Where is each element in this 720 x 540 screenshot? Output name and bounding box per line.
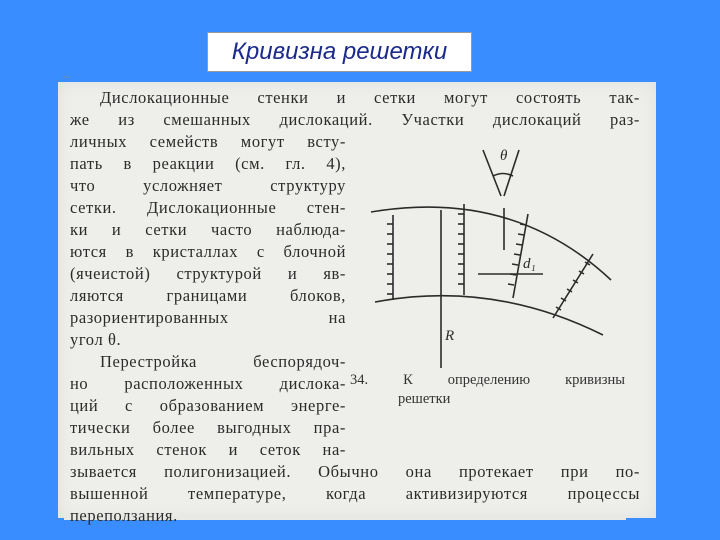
text-line: разориентированных на (70, 308, 346, 327)
text-line: Дислокационные стенки и сетки могут состоять так- (100, 88, 640, 107)
text-line: вильных стенок и сеток на- (70, 440, 346, 459)
text-line: что усложняет структуру (70, 176, 346, 195)
text-line: угол θ. (70, 330, 122, 349)
text-line: сетки. Дислокационные стен- (70, 198, 346, 217)
dislocation-wall-1 (387, 215, 393, 300)
text-line: зывается полигонизацией. Обычно она протекает при по- (70, 462, 640, 481)
angle-line-left (483, 150, 501, 196)
scanned-page (58, 70, 656, 525)
dislocation-wall-2 (458, 204, 464, 295)
lattice-curvature-diagram (353, 140, 623, 370)
text-line: личных семейств могут всту- (70, 132, 346, 151)
text-line: ций с образованием энерге- (70, 396, 346, 415)
text-line: ки и сетки часто наблюда- (70, 220, 346, 239)
scan-artifact: ~ (63, 70, 70, 84)
slide-title: Кривизна решетки (231, 38, 448, 65)
text-line: переползания. (70, 506, 178, 525)
label-d: d₁ (523, 256, 536, 272)
text-line: пать в реакции (см. гл. 4), (70, 154, 346, 173)
text-line: вышенной температуре, когда активизируются процессы (70, 484, 640, 503)
text-line: тически более выгодных пра- (70, 418, 346, 437)
label-r: R (445, 328, 455, 344)
figure-caption (350, 371, 625, 409)
lower-lattice-arc (375, 296, 603, 335)
text-line: же из смешанных дислокаций. Участки дислокаций раз- (70, 110, 640, 129)
label-theta: θ (500, 148, 508, 164)
upper-lattice-arc (371, 207, 611, 280)
text-line: (ячеистой) структурой и яв- (70, 264, 346, 283)
text-line: Перестройка беспорядоч- (100, 352, 346, 371)
text-line: но расположенных дислока- (70, 374, 346, 393)
text-line: ются в кристаллах с блочной (70, 242, 346, 261)
slide-title-box (207, 32, 472, 72)
figure-caption-line1: 34. К определению кривизны (350, 372, 625, 388)
figure-caption-line2: решетки (398, 391, 451, 407)
dislocation-wall-4 (553, 254, 593, 318)
text-line: ляются границами блоков, (70, 286, 346, 305)
